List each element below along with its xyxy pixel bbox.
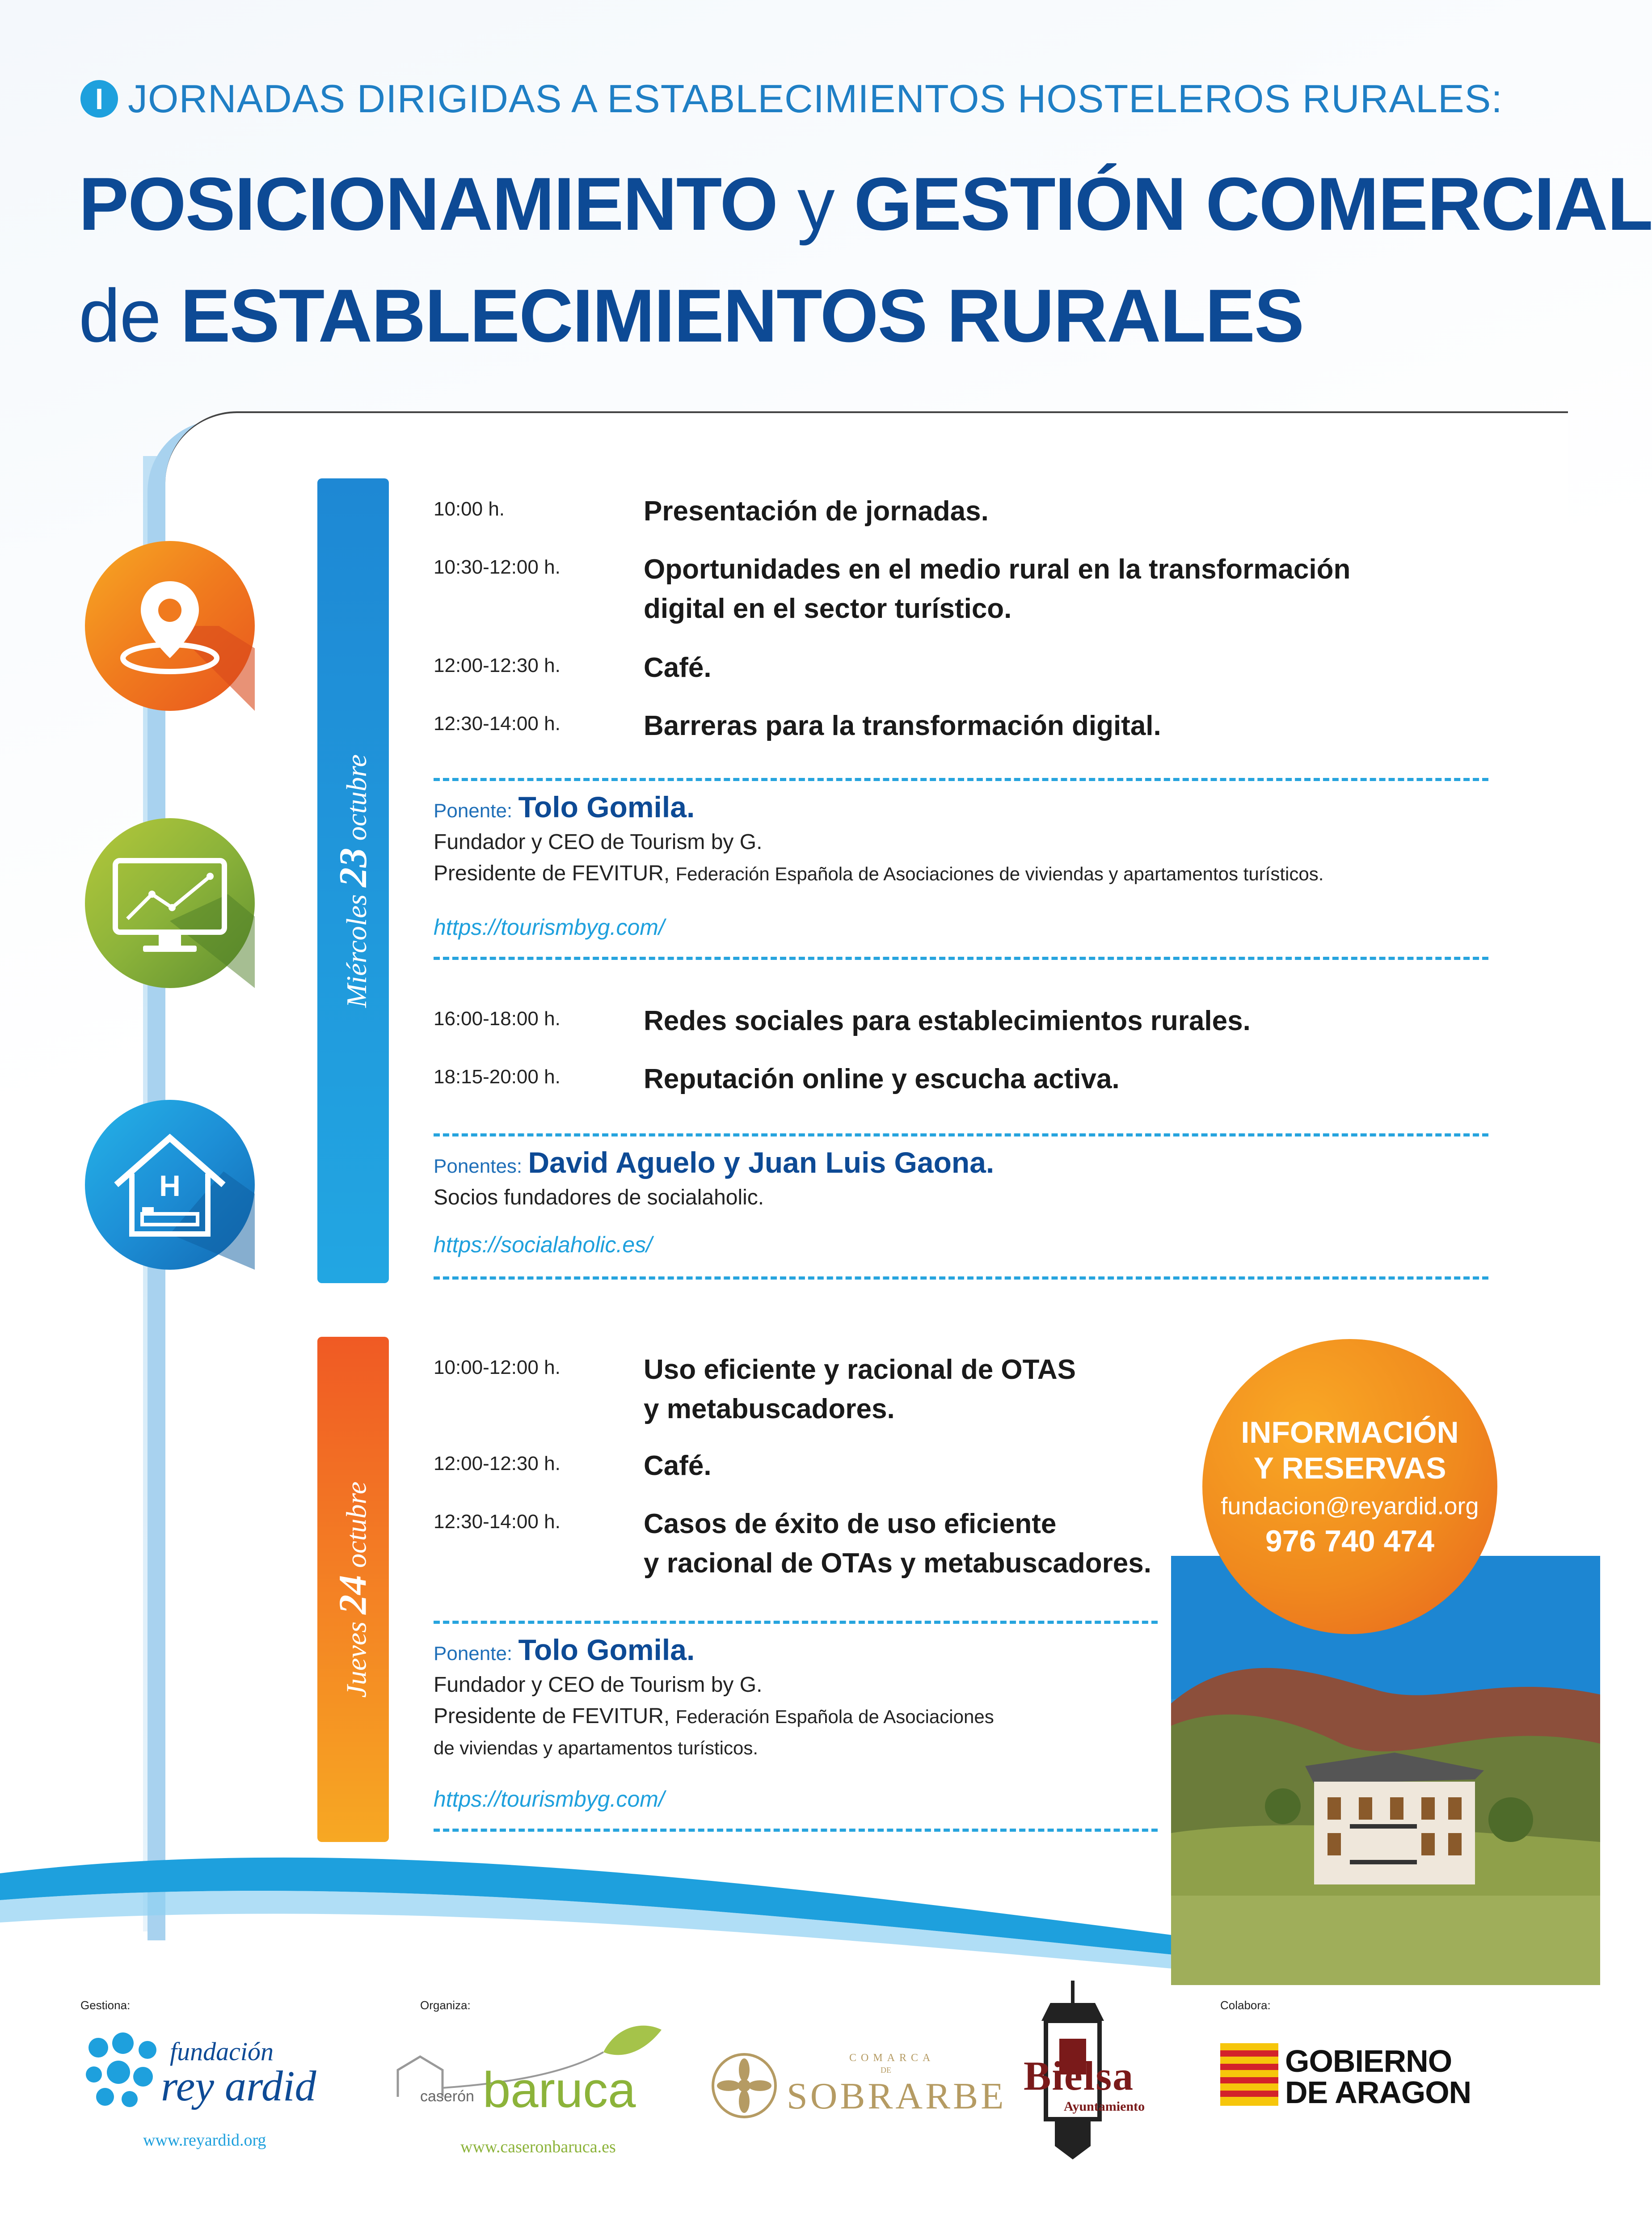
session-row: 18:15-20:00 h. Reputación online y escucha activa. — [434, 1064, 1120, 1094]
page-title-line1: POSICIONAMIENTO y GESTIÓN COMERCIAL — [79, 162, 1652, 246]
dashed-divider — [434, 1276, 1488, 1280]
monitor-chart-icon — [85, 818, 255, 988]
bielsa-ayuntamiento-logo[interactable]: Bielsa Ayuntamiento — [1019, 1976, 1176, 2164]
page-title-line2: de ESTABLECIMIENTOS RURALES — [79, 274, 1304, 358]
organiza-label: Organiza: — [420, 1998, 471, 2012]
dashed-divider — [434, 957, 1488, 960]
session-row: 10:30-12:00 h. Oportunidades en el medio rural en la transformación digital en el sector turístico. — [434, 554, 1351, 624]
caseron-baruca-logo[interactable]: caserón baruca www.caseronbaruca.es — [393, 2021, 679, 2164]
contact-phone[interactable]: 976 740 474 — [1265, 1524, 1435, 1558]
session-row: 10:00 h. Presentación de jornadas. — [434, 496, 989, 527]
dashed-divider — [434, 778, 1488, 781]
sobrarbe-emblem-icon — [711, 2052, 778, 2119]
day-bar-wednesday — [317, 478, 389, 1283]
location-pin-icon — [85, 541, 255, 711]
comarca-sobrarbe-logo[interactable]: COMARCA DE SOBRARBE — [711, 2048, 979, 2128]
day-bar-thursday — [317, 1337, 389, 1842]
speaker-block: Ponente: Tolo Gomila. Fundador y CEO de Tourism by G. Presidente de FEVITUR, Federación Española de Asociaciones de viviendas y apartamentos turísticos. — [434, 790, 1324, 885]
session-row: 10:00-12:00 h. Uso eficiente y racional de OTAS y metabuscadores. — [434, 1354, 1076, 1424]
dashed-divider — [434, 1133, 1488, 1136]
day1-label: Miércoles 23 octubre — [331, 754, 375, 1008]
session-row: 12:30-14:00 h. Casos de éxito de uso eficiente y racional de OTAs y metabuscadores. — [434, 1508, 1151, 1579]
aragon-flag-icon — [1220, 2043, 1278, 2106]
speaker-link[interactable]: https://socialaholic.es/ — [434, 1232, 653, 1257]
subtitle: JORNADAS DIRIGIDAS A ESTABLECIMIENTOS HOSTELEROS RURALES: — [128, 76, 1503, 121]
speaker-block: Ponente: Tolo Gomila. Fundador y CEO de Tourism by G. Presidente de FEVITUR, Federación Española de Asociaciones de viviendas y apartamentos turísticos. — [434, 1633, 994, 1758]
colabora-label: Colabora: — [1220, 1998, 1271, 2012]
session-row: 12:00-12:30 h. Café. — [434, 652, 712, 683]
session-row: 12:30-14:00 h. Barreras para la transformación digital. — [434, 710, 1161, 741]
dashed-divider — [434, 1621, 1158, 1624]
gestiona-label: Gestiona: — [80, 1998, 131, 2012]
series-heading — [80, 76, 1503, 122]
dashed-divider — [434, 1829, 1158, 1832]
speaker-link[interactable]: https://tourismbyg.com/ — [434, 1787, 665, 1812]
gobierno-aragon-logo[interactable]: GOBIERNO DE ARAGON — [1220, 2043, 1533, 2115]
svg-text:H: H — [159, 1169, 181, 1202]
speaker-link[interactable]: https://tourismbyg.com/ — [434, 915, 665, 940]
rey-ardid-logo[interactable]: fundación rey ardid www.reyardid.org — [80, 2030, 349, 2164]
info-reservations-badge: INFORMACIÓN Y RESERVAS fundacion@reyardid.org 976 740 474 — [1202, 1339, 1497, 1634]
edition-badge: I — [80, 80, 118, 118]
speaker-block: Ponentes: David Aguelo y Juan Luis Gaona. Socios fundadores de socialaholic. — [434, 1146, 995, 1209]
session-row: 12:00-12:30 h. Café. — [434, 1450, 712, 1481]
dots-icon — [80, 2030, 170, 2115]
hotel-house-icon — [85, 1100, 255, 1270]
day2-label: Jueves 24 octubre — [331, 1481, 375, 1698]
contact-email[interactable]: fundacion@reyardid.org — [1221, 1493, 1479, 1520]
session-row: 16:00-18:00 h. Redes sociales para establecimientos rurales. — [434, 1005, 1251, 1036]
